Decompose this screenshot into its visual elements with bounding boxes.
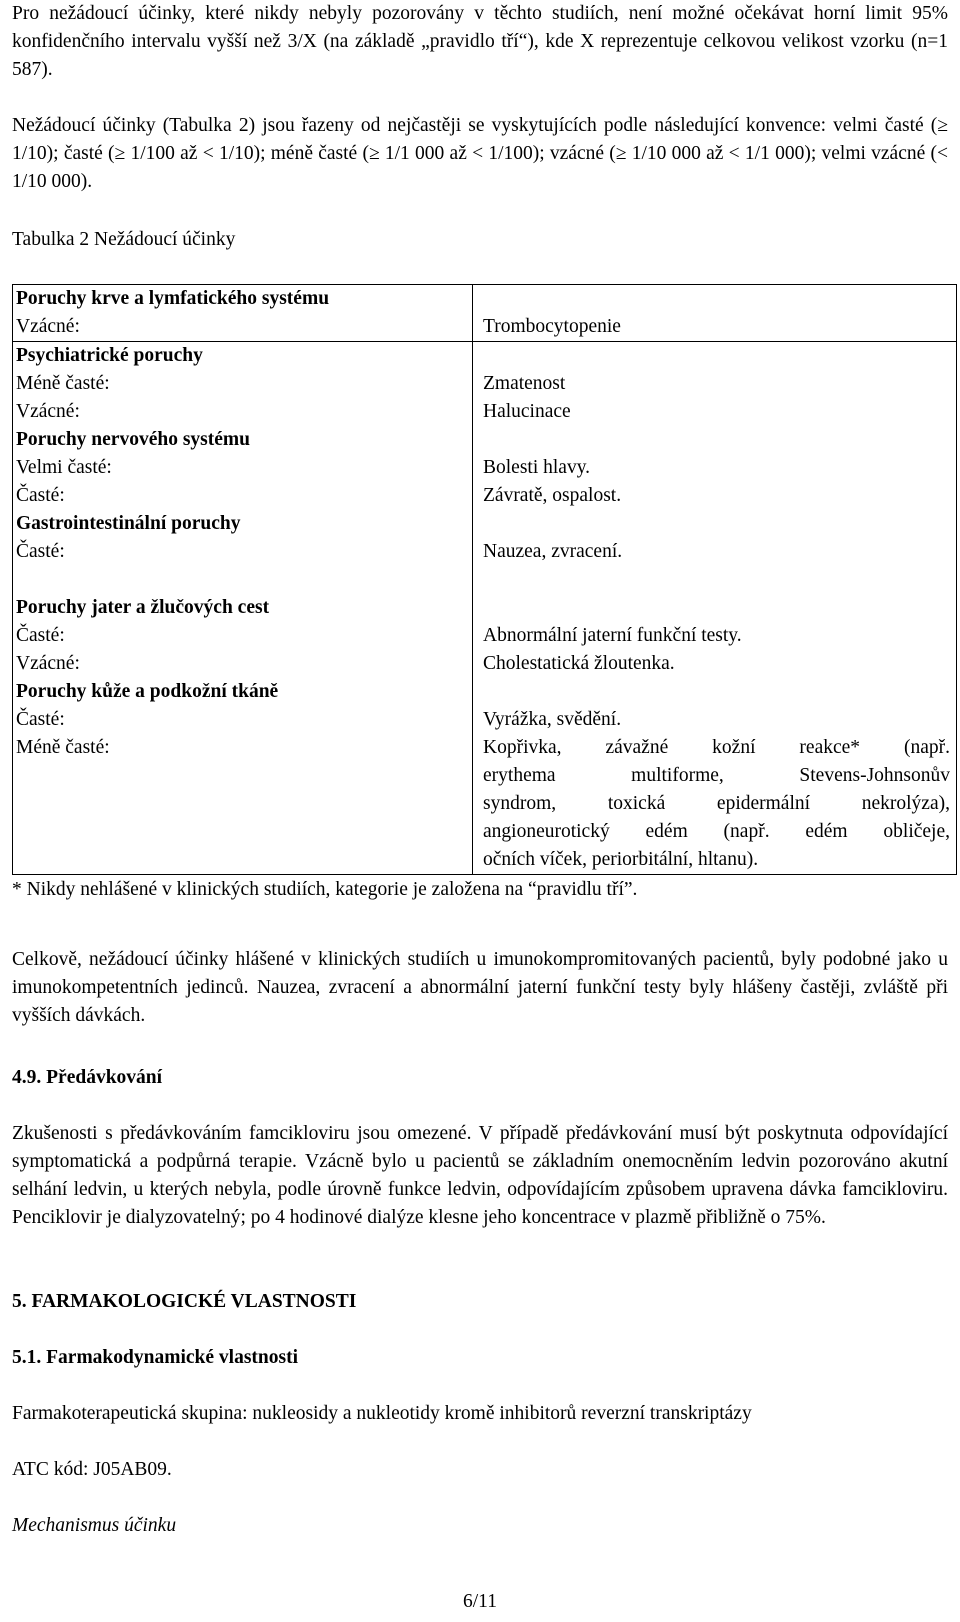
effect-text: Nauzea, zvracení.	[483, 541, 623, 562]
frequency-label: Méně časté:	[16, 373, 110, 394]
frequency-label: Vzácné:	[16, 401, 80, 422]
paragraph-immunocompromised: Celkově, nežádoucí účinky hlášené v klinických studiích u imunokompromitovaných pacientů, byly podobné jako u imunokompetentních jedinců. Nauzea, zvracení a abnormální jaterní funkční testy byly hlášeny častěji, zvláště při vyšších dávkách.	[12, 949, 948, 1026]
paragraph-pharmacotherapeutic-group: Farmakoterapeutická skupina: nukleosidy a nukleotidy kromě inhibitorů reverzní transkriptázy	[12, 1403, 752, 1424]
effect-text: Vyrážka, svědění.	[483, 709, 622, 730]
section-heading: Psychiatrické poruchy	[16, 345, 203, 366]
paragraph-rule-of-three: Pro nežádoucí účinky, které nikdy nebyly pozorovány v těchto studiích, není možné očekávat horní limit 95% konfidenčního intervalu vyšší než 3/X (na základě „pravidlo tří“), kde X reprezentuje celkovou velikost vzorku (n=1 587).	[12, 3, 948, 80]
effect-text: Halucinace	[483, 401, 571, 422]
table-cell-category	[13, 342, 473, 875]
frequency-label: Vzácné:	[16, 653, 80, 674]
table-cell-effects	[473, 285, 957, 342]
section-heading: Poruchy krve a lymfatického systému	[16, 288, 330, 309]
section-heading: Gastrointestinální poruchy	[16, 513, 241, 534]
effect-text: Kopřivka, závažné kožní reakce* (např.	[483, 737, 950, 758]
table-row	[13, 285, 957, 342]
page-number: 6/11	[463, 1591, 497, 1612]
adverse-effects-table	[12, 284, 957, 875]
frequency-label: Časté:	[16, 541, 65, 562]
frequency-label: Časté:	[16, 625, 65, 646]
atc-code: ATC kód: J05AB09.	[12, 1459, 172, 1480]
frequency-label: Časté:	[16, 709, 65, 730]
effect-text: Závratě, ospalost.	[483, 485, 622, 506]
paragraph-overdose: Zkušenosti s předávkováním famcikloviru jsou omezené. V případě předávkování musí být poskytnuta odpovídající symptomatická a podpůrná terapie. Vzácně bylo u pacientů se základním onemocněním ledvin pozorováno akutní selhání ledvin, u kterých nebyla, podle úrovně funkce ledvin, odpovídajícím způsobem upravena dávka famcikloviru. Penciklovir je dialyzovatelný; po 4 hodinové dialýze klesne jeho koncentrace v plazmě přibližně o 75%.	[12, 1123, 948, 1228]
table-row	[13, 342, 957, 875]
subheading-mechanism: Mechanismus účinku	[12, 1515, 177, 1536]
section-heading: Poruchy jater a žlučových cest	[16, 597, 270, 618]
effect-text: angioneurotický edém (např. edém obličeje,	[483, 821, 950, 842]
table-cell-effects	[473, 342, 957, 875]
section-heading-pharmacological: 5. FARMAKOLOGICKÉ VLASTNOSTI	[12, 1291, 357, 1312]
table-footnote: * Nikdy nehlášené v klinických studiích, kategorie je založena na “pravidlu tří”.	[12, 879, 638, 900]
frequency-label: Velmi časté:	[16, 457, 112, 478]
paragraph-frequency-convention: Nežádoucí účinky (Tabulka 2) jsou řazeny od nejčastěji se vyskytujících podle následující konvence: velmi časté (≥ 1/10); časté (≥ 1/100 až < 1/10); méně časté (≥ 1/1 000 až < 1/100); vzácné (≥ 1/10 000 až < 1/1 000); velmi vzácné (< 1/10 000).	[12, 115, 948, 192]
table-caption: Tabulka 2 Nežádoucí účinky	[12, 229, 236, 250]
effect-text: Trombocytopenie	[483, 316, 621, 337]
effect-text: očních víček, periorbitální, hltanu).	[483, 849, 759, 870]
effect-text: Bolesti hlavy.	[483, 457, 591, 478]
effect-text: Cholestatická žloutenka.	[483, 653, 675, 674]
section-heading-pharmacodynamic: 5.1. Farmakodynamické vlastnosti	[12, 1347, 299, 1368]
frequency-label: Méně časté:	[16, 737, 110, 758]
frequency-label: Časté:	[16, 485, 65, 506]
section-heading: Poruchy nervového systému	[16, 429, 250, 450]
table-cell-category	[13, 285, 473, 342]
effect-text: syndrom, toxická epidermální nekrolýza),	[483, 793, 950, 814]
effect-text: Zmatenost	[483, 373, 566, 394]
section-heading-overdose: 4.9. Předávkování	[12, 1067, 163, 1088]
effect-text: erythema multiforme, Stevens-Johnsonův	[483, 765, 950, 786]
frequency-label: Vzácné:	[16, 316, 80, 337]
effect-text: Abnormální jaterní funkční testy.	[483, 625, 742, 646]
section-heading: Poruchy kůže a podkožní tkáně	[16, 681, 279, 702]
